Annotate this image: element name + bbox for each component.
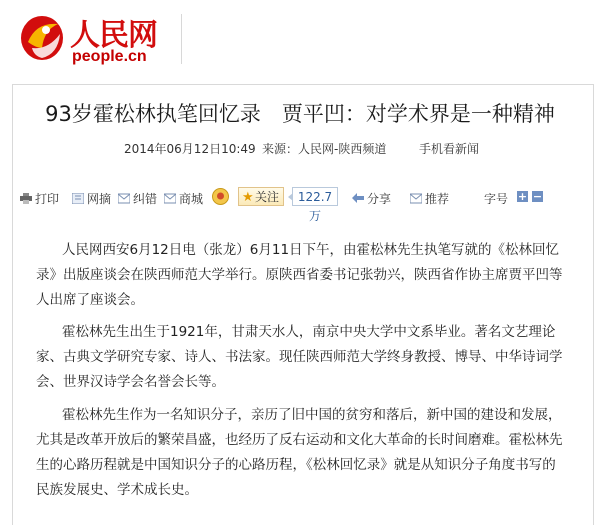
recommend-button[interactable] xyxy=(410,190,449,207)
mobile-news-link[interactable]: 手机看新闻 xyxy=(419,142,480,156)
weibo-icon-button[interactable] xyxy=(212,188,229,208)
follow-label: 关注 xyxy=(254,190,279,204)
bookmark-icon xyxy=(72,193,84,204)
excerpt-button[interactable] xyxy=(72,190,111,207)
mall-label: 商城 xyxy=(179,192,204,206)
print-button[interactable] xyxy=(20,190,59,207)
share-button[interactable] xyxy=(352,190,391,207)
paragraph-line: 人民网西安6月12日电（张龙）6月11日下午，由霍松林先生执笔写就的《松林回忆 xyxy=(62,242,560,258)
article-paragraph xyxy=(36,403,563,503)
paragraph-line: 人出席了座谈会。 xyxy=(36,292,144,308)
correction-label: 纠错 xyxy=(133,192,158,206)
correction-button[interactable] xyxy=(118,190,157,207)
paragraph-line: 尤其是改革开放后的繁荣昌盛，也经历了反右运动和文化大革命的长时间磨难。霍松林先 xyxy=(36,432,563,448)
print-label: 打印 xyxy=(35,192,60,206)
logo-emblem-icon xyxy=(18,8,68,64)
font-increase-button[interactable]: + xyxy=(517,190,528,203)
article-paragraph xyxy=(36,320,563,395)
recommend-label: 推荐 xyxy=(425,192,450,206)
article-paragraph xyxy=(36,238,563,313)
share-icon xyxy=(352,193,364,204)
badge-icon xyxy=(212,188,229,205)
font-decrease-button[interactable]: − xyxy=(532,190,543,203)
logo-wordmark: 人民网 xyxy=(70,18,157,53)
follower-count: 122.7万 xyxy=(292,187,338,206)
site-header xyxy=(0,0,600,82)
article-toolbar xyxy=(0,186,600,223)
paragraph-line: 霍松林先生出生于1921年，甘肃天水人，南京中央大学中文系毕业。著名文艺理论 xyxy=(62,324,556,340)
paragraph-line: 民族发展史、学术成长史。 xyxy=(36,482,198,498)
star-icon: ★ xyxy=(242,190,254,205)
article-title: 93岁霍松林执笔回忆录 贾平凹：对学术界是一种精神 xyxy=(45,102,555,126)
people-logo[interactable] xyxy=(18,8,168,74)
paragraph-line: 会、世界汉诗学会名誉会长等。 xyxy=(36,374,225,390)
logo-domain: people.cn xyxy=(72,48,147,65)
header-divider xyxy=(181,14,182,64)
excerpt-label: 网摘 xyxy=(87,192,112,206)
font-size-label: 字号 xyxy=(484,192,509,206)
paragraph-line: 录》出版座谈会在陕西师范大学举行。原陕西省委书记张勃兴，陕西省作协主席贾平凹等 xyxy=(36,267,563,283)
envelope-icon xyxy=(410,193,422,204)
paragraph-line: 家、古典文学研究专家、诗人、书法家。现任陕西师范大学终身教授、博导、中华诗词学 xyxy=(36,349,563,365)
paragraph-line: 霍松林先生作为一名知识分子，亲历了旧中国的贫穷和落后，新中国的建设和发展， xyxy=(62,407,562,423)
share-label: 分享 xyxy=(367,192,392,206)
printer-icon xyxy=(20,193,32,204)
mall-button[interactable] xyxy=(164,190,203,207)
follow-button[interactable] xyxy=(238,187,284,206)
publish-date: 2014年06月12日10:49 xyxy=(124,142,256,156)
paragraph-line: 生的心路历程就是中国知识分子的心路历程，《松林回忆录》就是从知识分子角度书写的 xyxy=(36,457,556,473)
article-source[interactable]: 来源：人民网-陕西频道 xyxy=(262,142,387,156)
envelope-icon xyxy=(164,193,176,204)
envelope-icon xyxy=(118,193,130,204)
